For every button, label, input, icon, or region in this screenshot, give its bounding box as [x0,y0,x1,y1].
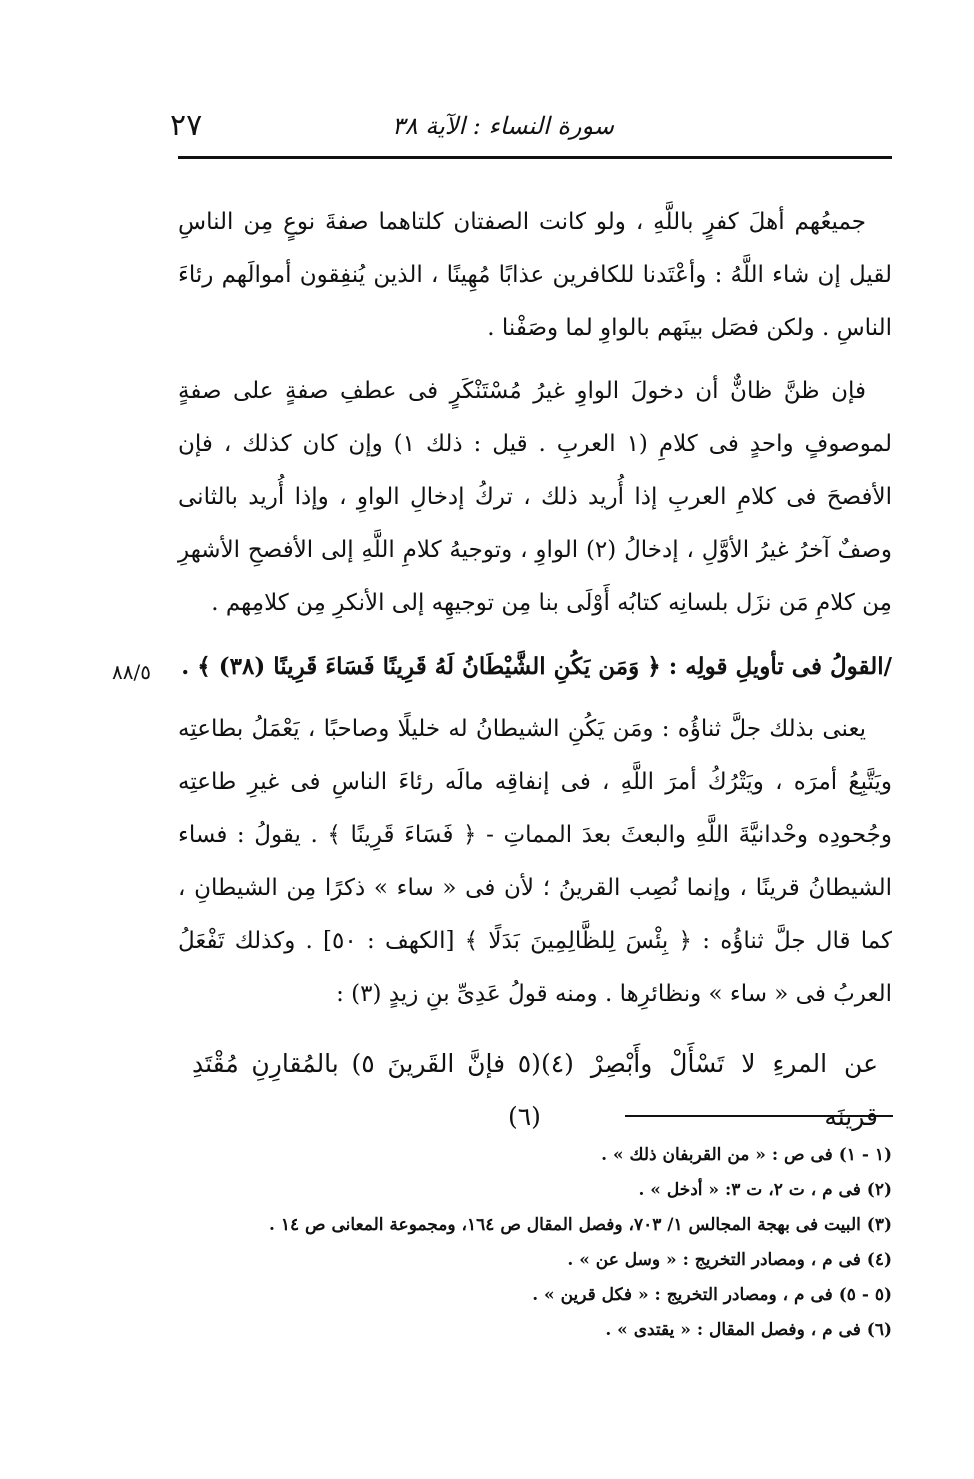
text-line: جميعُهم أهلَ كفرٍ باللَّهِ ، ولو كانت الصفتان كلتاهما صفةَ نوعٍ مِن الناسِ لقيل إن [178,209,893,288]
text-line: فإن ظنَّ ظانٌّ أن دخولَ الواوِ غيرُ مُسْتَنْكَرٍ فى عطفِ صفةٍ على صفةٍ لموصوفٍ [178,378,892,457]
text-line: شاء اللَّهُ : وأعْتَدنا للكافرين عذابًا مُهِينًا ، الذين يُنفِقون أموالَهم رئاءَ الناسِ . ولكن [178,262,892,341]
text-line: إدخالُ (٢) الواوِ ، وتوجيهُ كلامِ اللَّهِ إلى الأفصحِ الأشهرِ مِن كلامِ مَن نزَل بلسانِه [178,537,892,616]
verse-second-hemistich: (٥ فإنَّ القَرينَ ٥) بالمُقارِنِ مُقْتَدِ (٦) [192,1049,541,1131]
page-number: ٢٧ [170,108,203,143]
text-line: ويَتَّبِعُ أمرَه ، ويَتْرُكُ أمرَ اللَّهِ ، فى إنفاقِه مالَه رئاءَ الناسِ فى غيرِ طاعتِه وجُحودِه [178,769,892,848]
text-line: يعنى بذلك جلَّ ثناؤُه : ومَن يَكُنِ الشيطانُ له خليلًا وصاحبًا ، يَعْمَلُ بطاعتِه [178,716,866,742]
footnote: (٢) فى م ، ت ٢، ت ٣: « أدخل » . [638,1180,892,1200]
text-line: قولُ عَدِىِّ بنِ زيدٍ (٣) : [336,981,548,1007]
text-line: كتابُه أَوْلَى بنا مِن توجيهِه إلى الأنكرِ مِن كلامِهم . [211,590,661,616]
footnote: (١ - ١) فى ص : « من القربفان ذلك » . [601,1145,892,1165]
verse-first-hemistich: عن المرءِ لا تَسْأَلْ وأَبْصِرْ (٤) قرينَه [540,1049,878,1131]
poetry-verse [178,1037,892,1143]
footnote-rule [625,1115,893,1117]
footnote: (٣) البيت فى بهجة المجالس ١/ ٧٠٣، وفصل المقال ص ١٦٤، ومجموعة المعانى ص ١٤ . [269,1215,892,1235]
text-line: العربِ إذا أُريد ذلك ، تركُ إدخالِ الواوِ ، وإذا أُريد بالثانى وصفٌ آخرُ غيرُ الأوَّلِ ، [178,484,893,563]
header-rule [178,156,892,159]
running-title: سورة النساء : الآية ٣٨ [391,112,614,140]
footnote: (٤) فى م ، ومصادر التخريج : « وسل عن » . [567,1250,892,1270]
footnote: (٦) فى م ، وفصل المقال : « يقتدى » . [605,1320,892,1340]
footnotes [178,1138,892,1348]
quran-quote: ﴿ وَمَن يَكُنِ الشَّيْطَانُ لَهُ قَرِينًا فَسَاءَ قَرِينًا (٣٨) ﴾ . [181,653,661,680]
text-line: وإنما نُصِب القرينُ ؛ لأن فى « ساء » ذكرًا مِن الشيطانِ ، كما قال جلَّ ثناؤُه : ﴿ بِئْسَ [178,875,892,954]
section-heading [178,640,892,693]
margin-reference: ٨٨/٥ [112,660,151,684]
commentary-paragraph [178,703,892,1021]
main-text [178,196,892,1143]
text-line: فصَل بينَهم بالواوِ لما وصَفْنا . [487,315,759,341]
paragraph-1 [178,196,892,355]
text-line: وحْدانيَّةَ اللَّهِ والبعثَ بعدَ المماتِ - ﴿ فَسَاءَ قَرِينًا ﴾ . يقولُ : فساء الشيطانُ قرينًا ، [178,822,892,901]
text-line: لِلظَّالِمِينَ بَدَلًا ﴾ [الكهف : ٥٠] . وكذلك تَفْعَلُ العربُ فى « ساء » ونظائرِها . ومنه [178,928,892,1007]
text-line: واحدٍ فى كلامِ (١ العربِ . قيل : ذلك ١) وإن كان كذلك ، فإن الأفصحَ فى كلامِ [178,431,893,510]
paragraph-2 [178,365,892,630]
section-heading-lead: /القولُ فى تأويلِ قولِه : [660,653,892,680]
footnote: (٥ - ٥) فى م ، ومصادر التخريج : « فكل قرين » . [532,1285,892,1305]
